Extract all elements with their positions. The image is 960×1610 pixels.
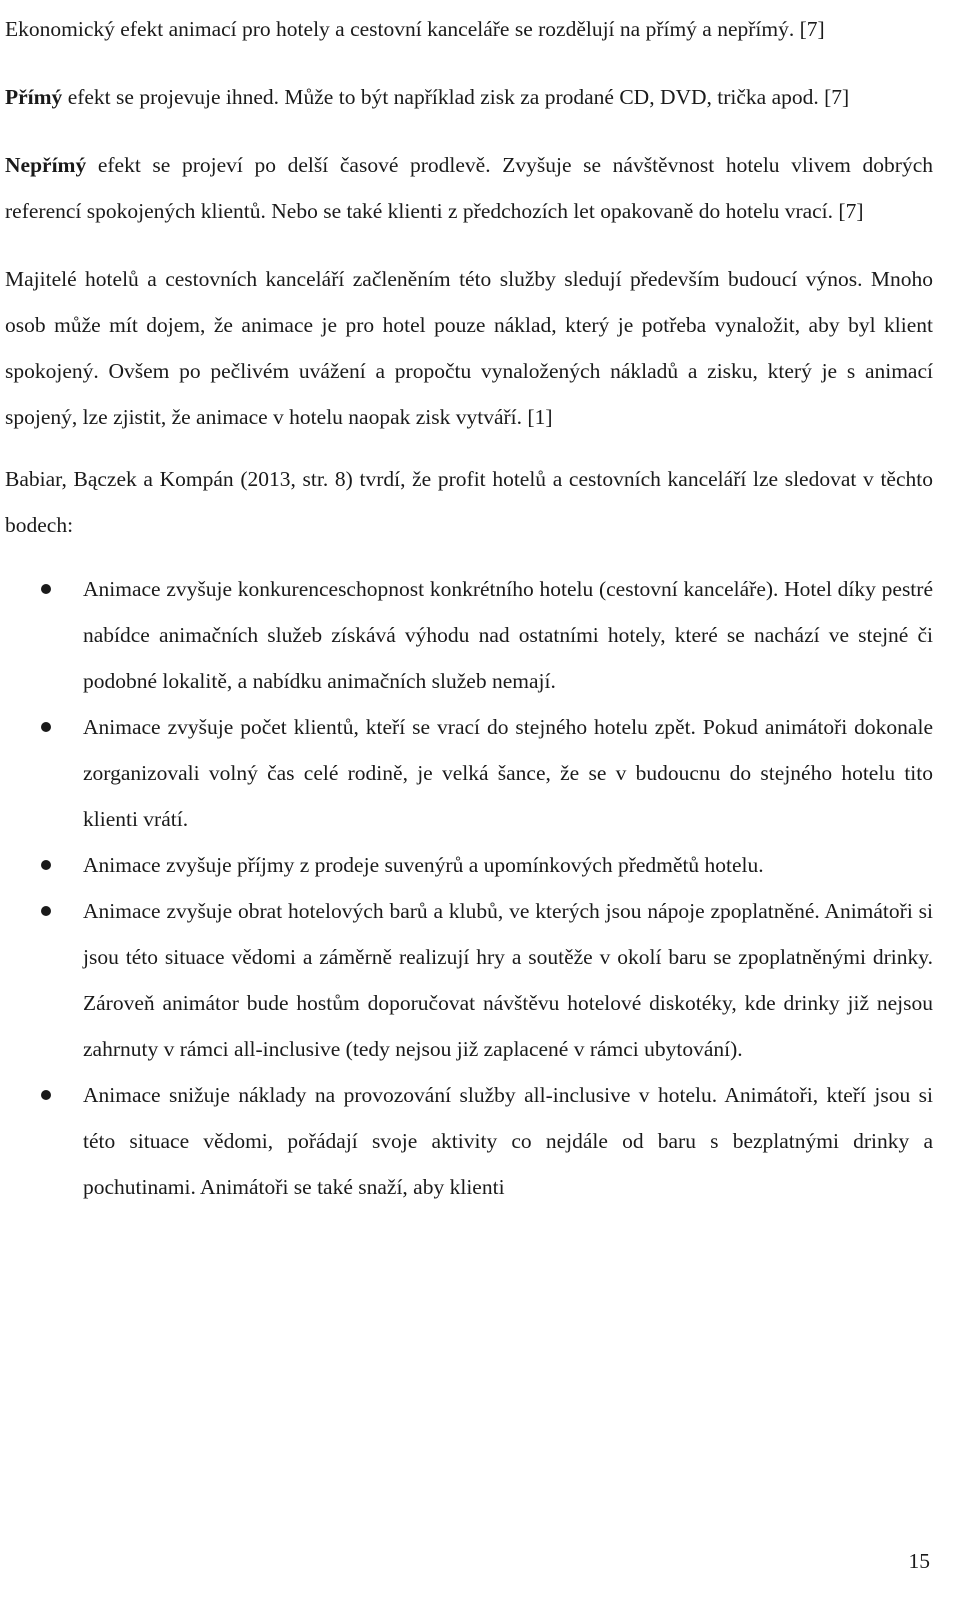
document-page xyxy=(5,0,933,1210)
paragraph-intro: Ekonomický efekt animací pro hotely a cestovní kanceláře se rozdělují na přímý a nepřímý. [7] xyxy=(5,17,825,41)
bullet-icon xyxy=(41,906,51,916)
list-item-text: Animace snižuje náklady na provozování služby all-inclusive v hotelu. Animátoři, kteří jsou si této situace vědomi, pořádají svoje aktivity co nejdále od baru s bezplatnými drinky a pochutinami. Animátoři se také snaží, aby klienti xyxy=(83,1083,933,1199)
list-item xyxy=(5,566,933,704)
direct-effect-text: efekt se projevuje ihned. Může to být například zisk za prodané CD, DVD, trička apod. [7] xyxy=(62,85,850,109)
paragraph-owners: Majitelé hotelů a cestovních kanceláří začleněním této služby sledují především budoucí výnos. Mnoho osob může mít dojem, že animace je pro hotel pouze náklad, který je potřeba vynaložit, aby byl klient spokojený. Ovšem po pečlivém uvážení a propočtu vynaložených nákladů a zisku, který je s animací spojený, lze zjistit, že animace v hotelu naopak zisk vytváří. [1] xyxy=(5,267,933,429)
paragraph-indirect-effect xyxy=(5,142,933,234)
bullet-icon xyxy=(41,722,51,732)
list-item-text: Animace zvyšuje konkurenceschopnost konkrétního hotelu (cestovní kanceláře). Hotel díky pestré nabídce animačních služeb získává výhodu nad ostatními hotely, které se nachází ve stejné či podobné lokalitě, a nabídku animačních služeb nemají. xyxy=(83,577,933,693)
list-item xyxy=(5,842,933,888)
list-item-text: Animace zvyšuje příjmy z prodeje suvenýrů a upomínkových předmětů hotelu. xyxy=(83,853,764,877)
profit-points-list xyxy=(5,566,933,1210)
page-number: 15 xyxy=(908,1549,930,1573)
paragraph-citation: Babiar, Bączek a Kompán (2013, str. 8) tvrdí, že profit hotelů a cestovních kanceláří lze sledovat v těchto bodech: xyxy=(5,467,933,537)
term-indirect: Nepřímý xyxy=(5,153,87,177)
list-item-text: Animace zvyšuje obrat hotelových barů a klubů, ve kterých jsou nápoje zpoplatněné. Animátoři si jsou této situace vědomi a záměrně realizují hry a soutěže v okolí baru se zpoplatněnými drinky. Zároveň animátor bude hostům doporučovat návštěvu hotelové diskotéky, kde drinky již nejsou zahrnuty v rámci all-inclusive (tedy nejsou již zaplacené v rámci ubytování). xyxy=(83,899,933,1061)
bullet-icon xyxy=(41,584,51,594)
list-item xyxy=(5,1072,933,1210)
term-direct: Přímý xyxy=(5,85,63,109)
indirect-effect-text: efekt se projeví po delší časové prodlevě. Zvyšuje se návštěvnost hotelu vlivem dobrých referencí spokojených klientů. Nebo se také klienti z předchozích let opakovaně do hotelu vrací. [7] xyxy=(5,153,933,223)
bullet-icon xyxy=(41,860,51,870)
list-item-text: Animace zvyšuje počet klientů, kteří se vrací do stejného hotelu zpět. Pokud animátoři dokonale zorganizovali volný čas celé rodině, je velká šance, že se v budoucnu do stejného hotelu tito klienti vrátí. xyxy=(83,715,933,831)
bullet-icon xyxy=(41,1090,51,1100)
list-item xyxy=(5,704,933,842)
paragraph-direct-effect xyxy=(5,74,933,120)
list-item xyxy=(5,888,933,1072)
